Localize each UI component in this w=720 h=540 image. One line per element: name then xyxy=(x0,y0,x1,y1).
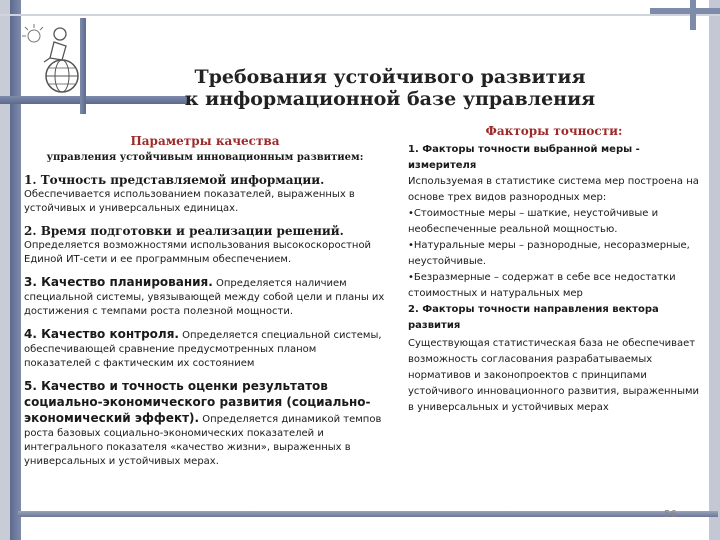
right-top-line xyxy=(650,8,720,14)
quality-item-title: 1. Точность представляемой информации. xyxy=(24,173,325,187)
factor2-title: 2. Факторы точности направления вектора развития xyxy=(408,304,659,331)
right-bar xyxy=(709,0,720,540)
quality-item-text: Обеспечивается использованием показателей, выраженных в устойчивых и универсальных единицах. xyxy=(24,189,355,214)
quality-item-title: 4. Качество контроля. xyxy=(24,327,179,341)
left-heading: Параметры качества xyxy=(130,134,280,148)
quality-item-4 xyxy=(24,327,386,371)
top-line xyxy=(0,14,720,16)
quality-item-5 xyxy=(24,379,386,469)
quality-item-3 xyxy=(24,275,386,319)
factor2-text: Существующая статистическая база не обеспечивает возможность согласования разрабатываемых нормативов и законопроектов с принципами устойчивого инновационного развития, выраженными в универсальных и устойчивых мерах xyxy=(408,338,700,413)
page-number: 56 xyxy=(664,509,677,520)
quality-item-title: 3. Качество планирования. xyxy=(24,275,213,289)
quality-item-text: Определяется возможностями использования высокоскоростной Единой ИТ-сети и ее программным обеспечением. xyxy=(24,240,372,265)
left-column xyxy=(24,134,386,469)
quality-item-text: Определяется динамикой темпов роста базовых социально-экономических показателей и интегрального показателя «качество жизни», выраженных в универсальных и устойчивых мерах. xyxy=(24,414,382,467)
globe-icon xyxy=(14,14,84,98)
quality-item-1 xyxy=(24,173,386,216)
page-title-line1: Требования устойчивого развития xyxy=(194,66,586,88)
quality-item-title: 5. Качество и точность оценки результатов социально-экономического развития (социально-экономический эффект). xyxy=(24,379,371,425)
bottom-line xyxy=(18,511,718,517)
left-outer-bar xyxy=(0,0,10,540)
right-column xyxy=(408,124,700,416)
bullet-item: • Натуральные меры – разнородные, несоразмерные, неустойчивые. xyxy=(408,238,700,270)
factor1-text: Используемая в статистике система мер построена на основе трех видов разнородных мер: xyxy=(408,176,699,203)
page-title-line2: к информационной базе управления xyxy=(184,88,596,110)
quality-item-title: 2. Время подготовки и реализации решений. xyxy=(24,224,344,238)
right-vertical-line xyxy=(690,0,696,30)
quality-item-2 xyxy=(24,224,386,267)
bullet-item: • Безразмерные – содержат в себе все недостатки стоимостных и натуральных мер xyxy=(408,270,700,302)
bullet-item: • Стоимостные меры – шаткие, неустойчивые и необеспеченные реальной мощностью. xyxy=(408,206,700,238)
quality-item-text: Определяется специальной системы, обеспечивающей сравнение предусмотренных планом показателей с фактическим их состоянием xyxy=(24,330,382,369)
left-subheading: управления устойчивым инновационным развитием: xyxy=(46,152,364,163)
factor1-title: 1. Факторы точности выбранной меры - измерителя xyxy=(408,144,640,171)
quality-item-text: Определяется наличием специальной системы, увязывающей между собой цели и планы их достижения с темпами роста полезной мощности. xyxy=(24,278,385,317)
right-heading: Факторы точности: xyxy=(485,124,623,138)
